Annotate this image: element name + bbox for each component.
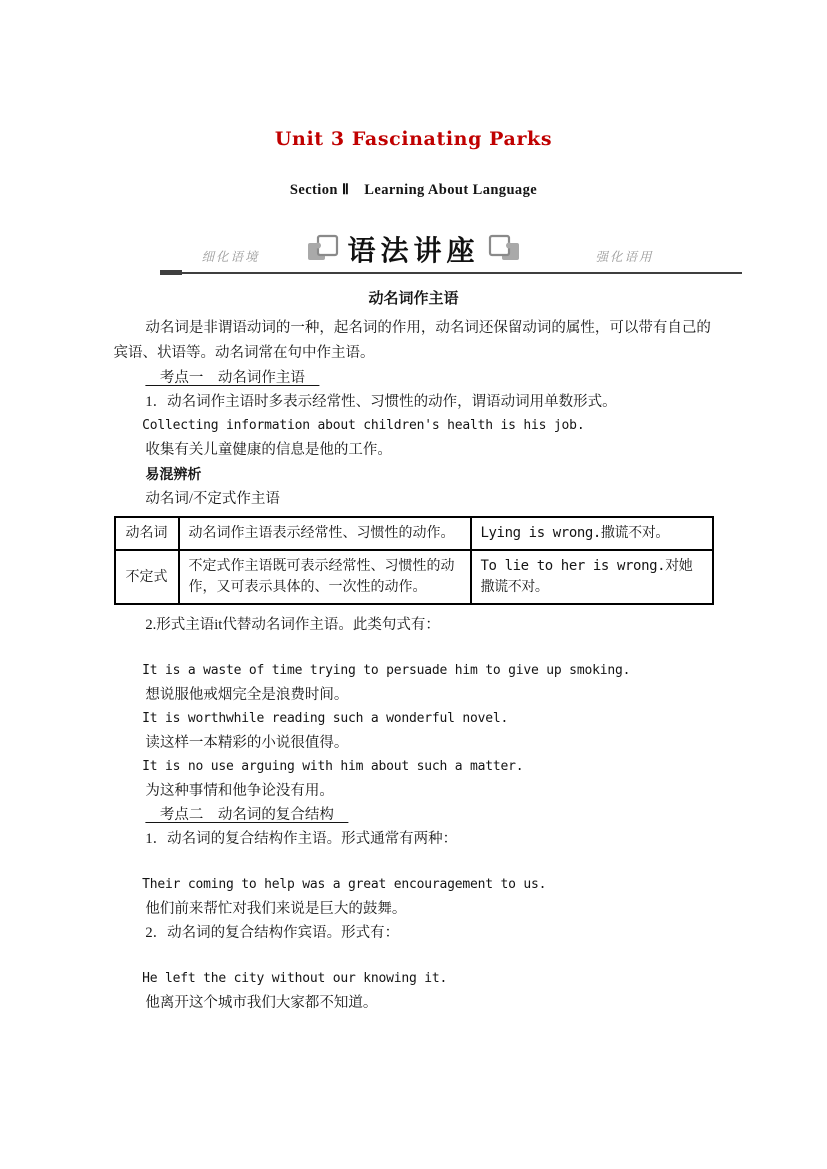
section-title: Section Ⅱ Learning About Language [289,182,538,198]
point2-example1-en: Their coming to help was a great encouragement to us. [142,877,547,892]
point2-example2-en: He left the city without our knowing it. [142,971,448,986]
table-row [115,550,713,604]
table-cell-example: To lie to her is wrong.对她撒谎不对。 [471,550,713,604]
point1-rule2: 2.形式主语it代替动名词作主语。此类句式有： [145,617,440,633]
puzzle-icon-left [305,233,341,265]
point1-rule1: 1．动名词作主语时多表示经常性、习惯性的动作，谓语动词用单数形式。 [145,394,617,410]
table-cell-term: 动名词 [115,517,179,550]
table-cell-desc: 不定式作主语既可表示经常性、习惯性的动作，又可表示具体的、一次性的动作。 [179,550,471,604]
unit-title: Unit 3 Fascinating Parks [274,128,553,150]
it-example-zh: 读这样一本精彩的小说很值得。 [145,735,349,751]
banner-divider [160,272,742,274]
grammar-lecture-banner [114,212,714,274]
point1-title: 考点一 动名词作主语 [145,370,320,386]
table-row [115,517,713,550]
spacer [114,637,714,659]
it-example-zh: 想说服他戒烟完全是浪费时间。 [145,687,349,703]
note-label: 易混辨析 [145,466,202,482]
it-example-en: It is worthwhile reading such a wonderful novel. [142,711,509,726]
point2-rule1: 1．动名词的复合结构作主语。形式通常有两种： [145,831,458,847]
table-cell-desc: 动名词作主语表示经常性、习惯性的动作。 [179,517,471,550]
table-cell-example: Lying is wrong.撒谎不对。 [471,517,713,550]
document-content [114,126,714,1015]
banner-title: 语法讲座 [347,235,480,266]
it-example-en: It is a waste of time trying to persuade him to give up smoking. [142,663,631,678]
point1-title-line [114,366,714,390]
it-example-zh: 为这种事情和他争论没有用。 [145,783,334,799]
point2-title: 考点二 动名词的复合结构 [145,807,349,823]
banner-left-tag: 细化语境 [201,250,260,264]
gerund-vs-infinitive-table [114,516,714,605]
puzzle-icon-right [486,233,522,265]
point2-title-line [114,803,714,827]
note-topic: 动名词/不定式作主语 [145,491,280,507]
point2-example1-zh: 他们前来帮忙对我们来说是巨大的鼓舞。 [145,901,407,917]
banner-right-tag: 强化语用 [595,250,654,264]
grammar-heading: 动名词作主语 [368,291,459,307]
point2-example2-zh: 他离开这个城市我们大家都不知道。 [145,995,378,1011]
point2-rule2: 2．动名词的复合结构作宾语。形式有： [145,925,400,941]
intro-paragraph: 动名词是非谓语动词的一种，起名词的作用，动名词还保留动词的属性，可以带有自己的宾语、状语等。动名词常在句中作主语。 [113,320,711,361]
point1-example-zh: 收集有关儿童健康的信息是他的工作。 [145,442,392,458]
it-example-en: It is no use arguing with him about such a matter. [142,759,524,774]
point1-example-en: Collecting information about children's health is his job. [142,418,585,433]
spacer [114,945,714,967]
table-cell-term: 不定式 [115,550,179,604]
spacer [114,851,714,873]
note-label-line [114,462,714,487]
